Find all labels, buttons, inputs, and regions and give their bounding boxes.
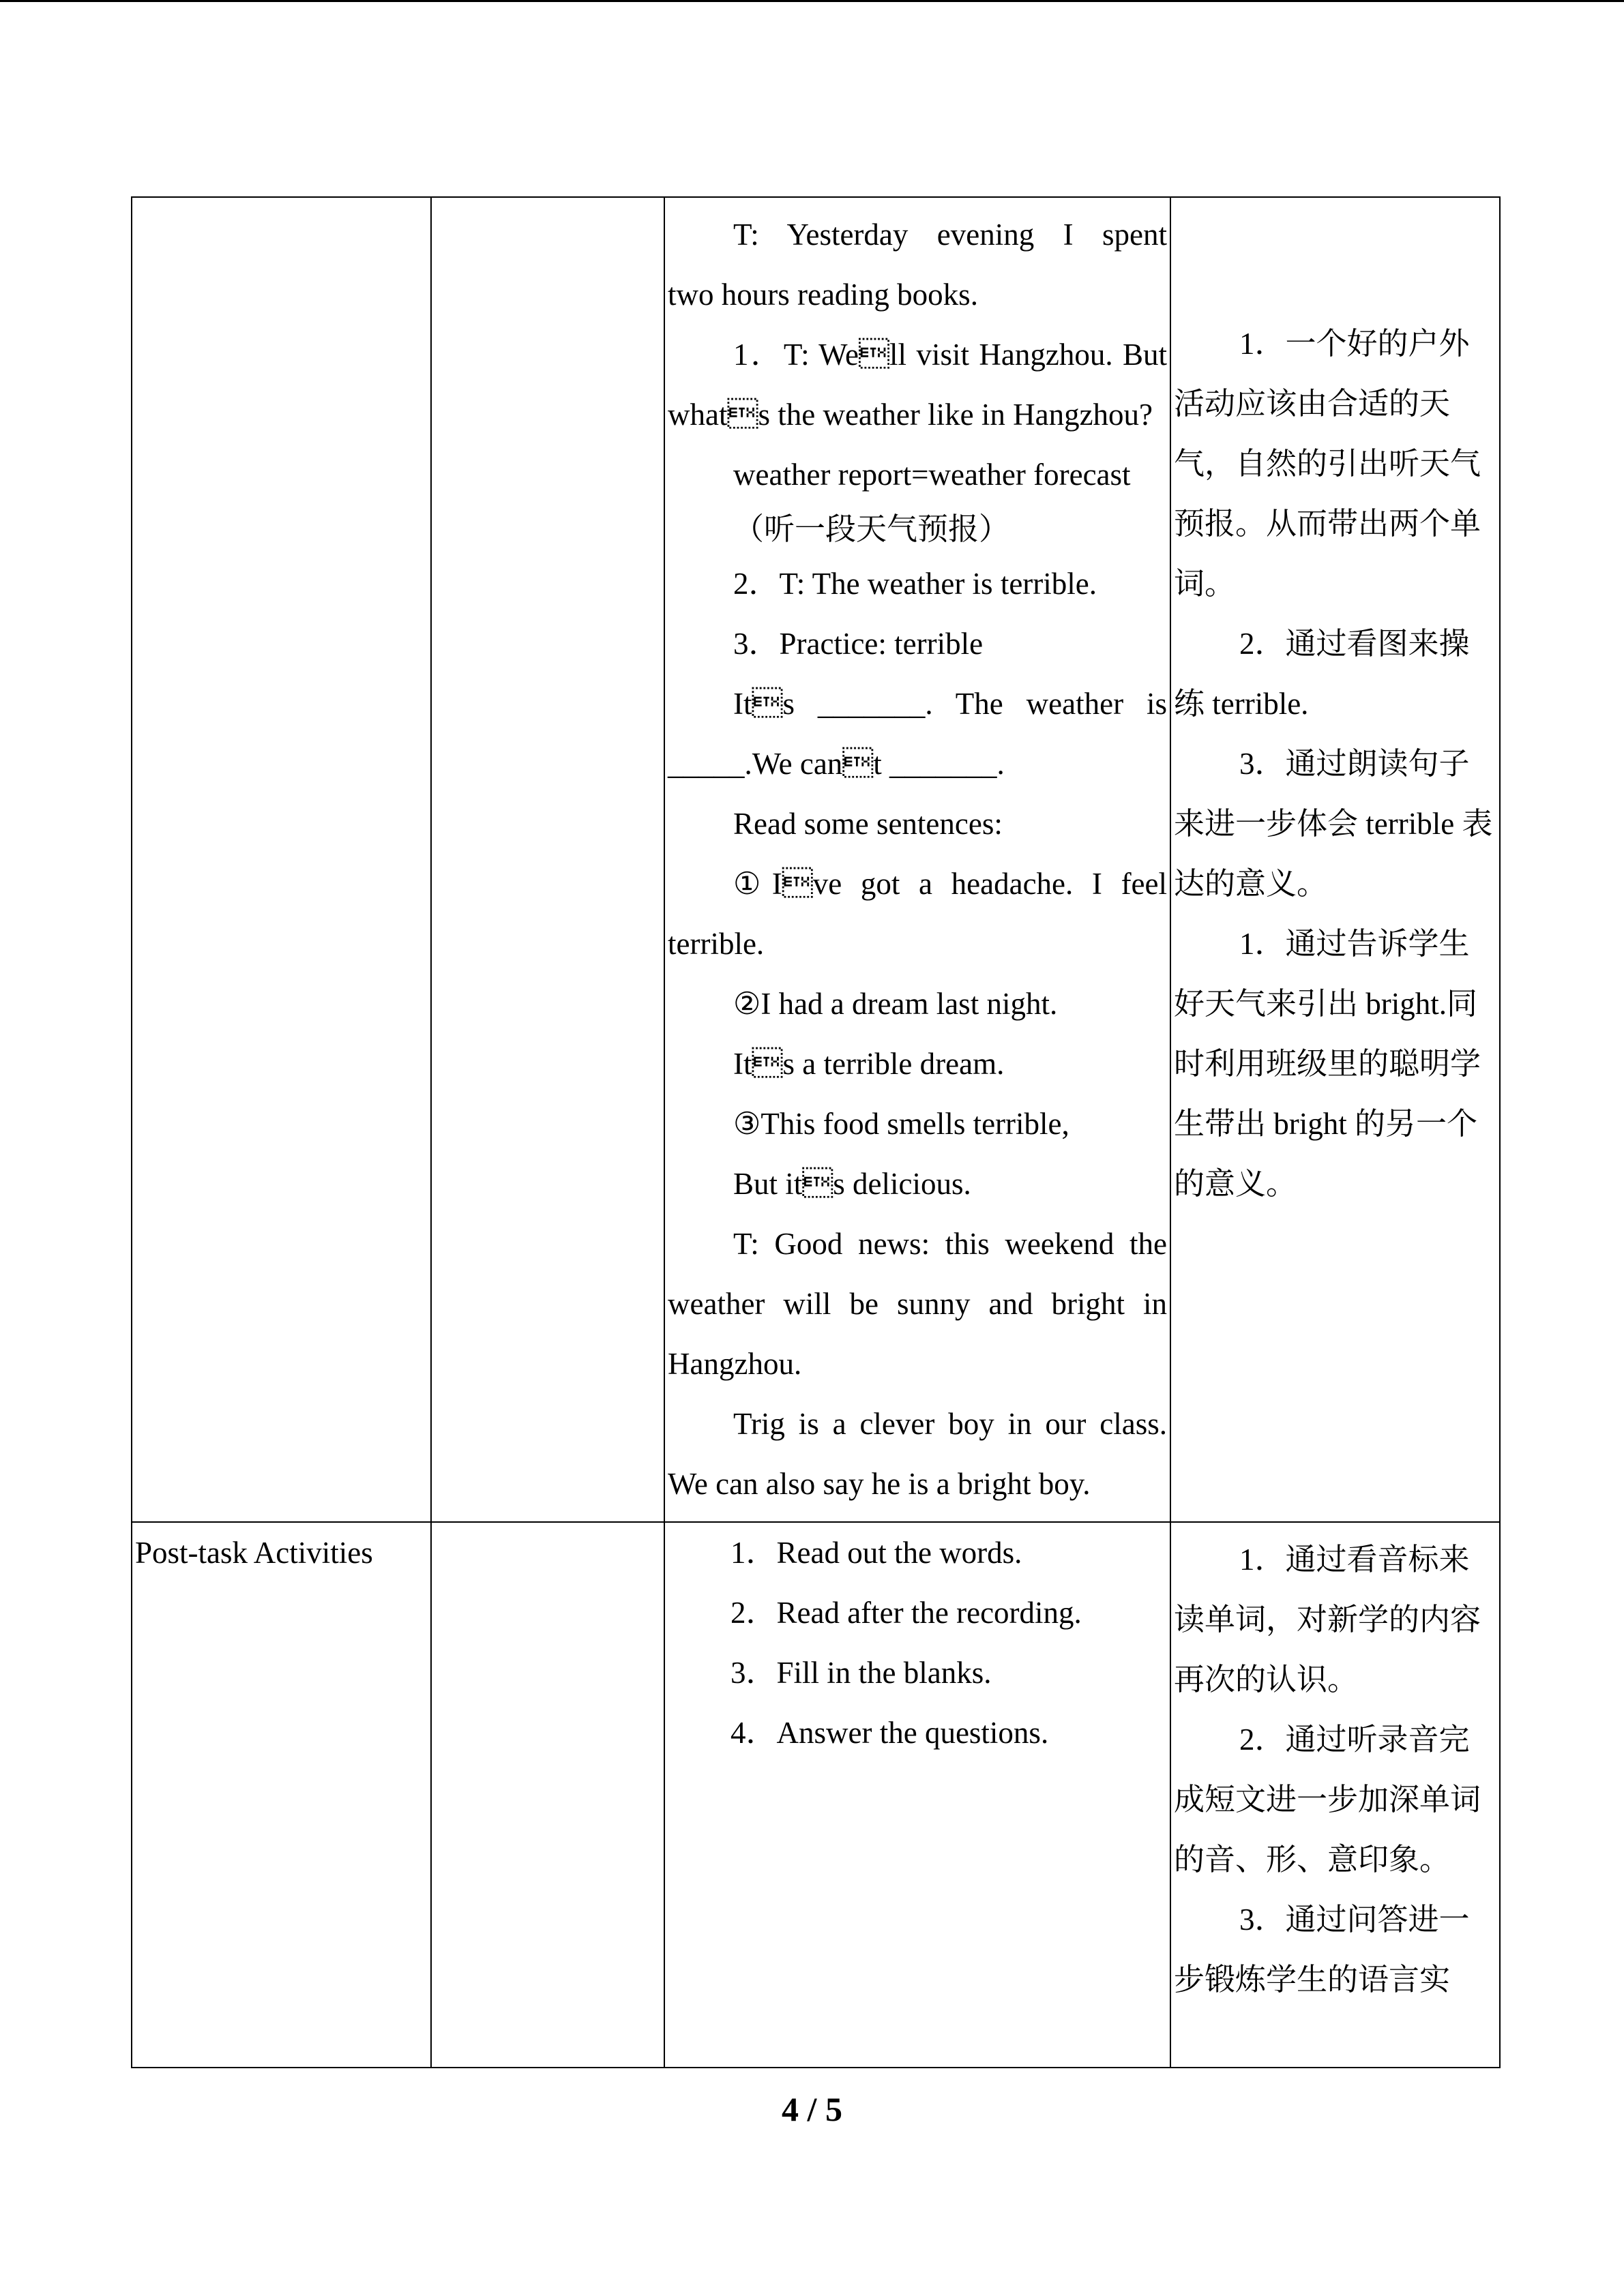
purpose-cell — [1170, 197, 1500, 1522]
procedure-line: （听一段天气预报） — [733, 512, 1010, 546]
procedure-line: whats the weather like in Hangzhou? — [668, 398, 1153, 432]
purpose-note: 1．通过告诉学生好天气来引出 bright.同时利用班级里的聪明学生带出 bright 的另一个的意义。 — [1174, 927, 1481, 1201]
procedure-line: But its delicious. — [733, 1167, 971, 1201]
procedure-line: 1．T: Well visit Hangzhou. But — [733, 338, 1167, 372]
time-cell — [431, 1522, 664, 2068]
procedure-line: 3．Practice: terrible — [733, 627, 984, 661]
procedure-line: _____.We cant _______. — [668, 747, 1005, 781]
purpose-note: 1．通过看音标来读单词，对新学的内容再次的认识。 — [1174, 1542, 1481, 1697]
procedure-line: weather report=weather forecast — [733, 458, 1131, 492]
procedure-cell — [664, 1522, 1170, 2068]
purpose-note: 1．一个好的户外活动应该由合适的天气，自然的引出听天气预报。从而带出两个单词。 — [1174, 327, 1481, 601]
procedure-line: ③This food smells terrible, — [733, 1107, 1069, 1141]
table-row — [132, 197, 1500, 1522]
procedure-line: 3．Fill in the blanks. — [730, 1656, 992, 1690]
activity-cell — [132, 1522, 431, 2068]
procedure-line: Trig is a clever boy in our class. — [733, 1407, 1167, 1441]
table-row — [132, 1522, 1500, 2068]
activity-cell — [132, 197, 431, 1522]
procedure-line: ②I had a dream last night. — [733, 987, 1058, 1021]
procedure-line: We can also say he is a bright boy. — [668, 1467, 1091, 1501]
procedure-line: Its _______. The weather is — [733, 687, 1167, 721]
procedure-line: T: Yesterday evening I spent — [733, 218, 1167, 252]
lesson-plan-table — [131, 196, 1501, 2068]
procedure-line: ①Ive got a headache. I feel — [733, 867, 1167, 901]
procedure-line: 2．Read after the recording. — [730, 1596, 1082, 1630]
procedure-cell — [664, 197, 1170, 1522]
purpose-note: 2．通过看图来操练 terrible. — [1174, 627, 1470, 721]
procedure-line: weather will be sunny and bright in — [668, 1287, 1167, 1321]
procedure-line: Hangzhou. — [668, 1347, 802, 1381]
activity-label: Post-task Activities — [135, 1536, 373, 1570]
page-number: 4 / 5 — [782, 2090, 842, 2128]
procedure-line: 4．Answer the questions. — [730, 1716, 1049, 1750]
purpose-note: 2．通过听录音完成短文进一步加深单词的音、形、意印象。 — [1174, 1723, 1481, 1877]
procedure-line: terrible. — [668, 927, 765, 961]
procedure-line: T: Good news: this weekend the — [733, 1227, 1167, 1261]
procedure-line: Read some sentences: — [733, 807, 1003, 841]
procedure-line: Its a terrible dream. — [733, 1047, 1005, 1081]
purpose-cell — [1170, 1522, 1500, 2068]
procedure-line: 1．Read out the words. — [730, 1536, 1022, 1570]
time-cell — [431, 197, 664, 1522]
top-border-line — [0, 0, 1624, 2]
procedure-line: two hours reading books. — [668, 278, 978, 312]
purpose-note: 3．通过问答进一步锻炼学生的语言实 — [1174, 1903, 1470, 1997]
procedure-line: 2．T: The weather is terrible. — [733, 567, 1097, 601]
purpose-note: 3．通过朗读句子来进一步体会 terrible 表达的意义。 — [1174, 747, 1493, 901]
